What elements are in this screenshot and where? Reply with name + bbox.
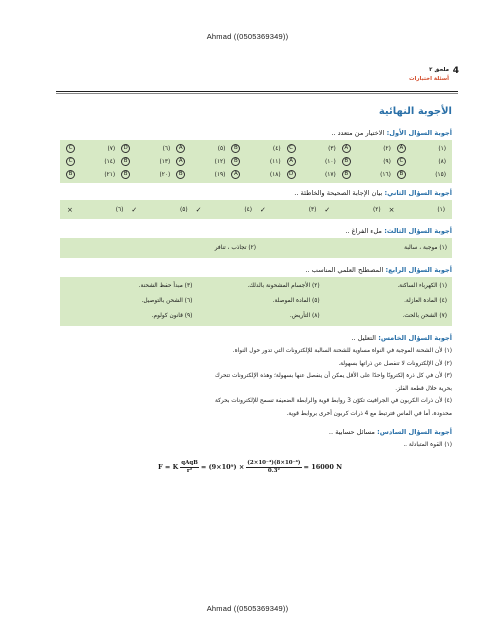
answer-cell — [63, 155, 118, 168]
answer-cell — [228, 168, 283, 181]
answer-cell — [339, 142, 394, 155]
answer-choice: A — [176, 144, 185, 153]
answer-cell — [63, 203, 127, 216]
answer-choice: C — [66, 144, 75, 153]
cell-text: (٢) — [383, 145, 391, 152]
q5-title: أجوبة السؤال الخامس: — [378, 334, 452, 342]
answer-cell — [385, 203, 449, 216]
q5-answer-3-cont: بحرية خلال قطعة الفلز. — [395, 385, 452, 392]
cell-text: (٣) — [308, 206, 317, 213]
answer-cell — [228, 142, 283, 155]
answer-choice: B — [176, 170, 185, 179]
q2-title: أجوبة السؤال الثاني: — [384, 189, 452, 197]
answer-mark: × — [388, 205, 395, 214]
q5-answer-1: (١) لأن الشحنة الموجبة في النواة مساوية للشحنة السالبة للإلكترونات التي تدور حول النواة. — [232, 348, 452, 354]
q1-heading — [60, 129, 452, 137]
answer-choice: C — [287, 144, 296, 153]
q4-answer-grid — [60, 277, 452, 326]
header-divider — [56, 91, 458, 92]
answer-choice: A — [287, 157, 296, 166]
answer-mark: ✓ — [260, 205, 266, 214]
cell-text: (١٩) — [214, 171, 226, 178]
answer-choice: B — [121, 170, 130, 179]
cell-text: 0.3² — [267, 467, 280, 474]
cell-text: (٣) — [328, 145, 336, 152]
q1-subtitle: الاختيار من متعدد .. — [331, 129, 385, 137]
answer-choice: B — [66, 170, 75, 179]
answer-cell: (٢) الأجسام المشحونة بالدلك. — [247, 283, 320, 289]
answer-cell — [394, 168, 449, 181]
q3-heading — [60, 227, 452, 235]
cell-text: (١٨) — [269, 171, 281, 178]
cell-text: (٧) — [107, 145, 116, 152]
q5-answer-4: (٤) لأن ذرات الكربون في الجرافيت تكوّن 3 روابط قوية والرابطة الضعيفة تسمح للإلكترونات بحركة — [215, 398, 452, 404]
answer-cell — [228, 155, 283, 168]
answer-choice: B — [342, 170, 351, 179]
q4-heading — [60, 266, 452, 274]
answer-cell — [339, 155, 394, 168]
q5-heading — [60, 334, 452, 342]
q3-title: أجوبة السؤال الثالث: — [384, 227, 452, 235]
answer-cell: (٩) قانون كولوم. — [151, 313, 193, 319]
answer-cell — [118, 155, 173, 168]
formula-constant: = (9×10⁹) × — [200, 463, 245, 471]
q3-answer-row — [60, 238, 452, 258]
answer-cell — [127, 203, 191, 216]
answer-cell: (١) الكهرباء الساكنة. — [397, 283, 447, 289]
cell-text: (١٠) — [324, 158, 336, 165]
answer-choice: B — [231, 157, 240, 166]
answer-cell — [339, 168, 394, 181]
answer-cell — [394, 142, 449, 155]
chapter-label: ملحق ٢ — [429, 67, 449, 73]
answer-cell — [63, 168, 118, 181]
cell-text: (٩) — [383, 158, 391, 165]
answer-choice: B — [121, 157, 130, 166]
answer-choice: B — [342, 157, 351, 166]
q4-title: أجوبة السؤال الرابع: — [385, 266, 452, 274]
answer-choice: C — [66, 157, 75, 166]
q5-answer-4-cont: محدودة، أما في الماس فترتبط مع 4 ذرات كربون أخرى بروابط قوية. — [286, 410, 452, 417]
answer-cell — [284, 168, 339, 181]
answer-choice: B — [397, 170, 406, 179]
formula-result: = 16000 N — [303, 463, 343, 471]
answer-cell: (٦) الشحن بالتوصيل. — [141, 298, 193, 304]
answer-cell: (٨) التأريض. — [289, 313, 320, 319]
q1-title: أجوبة السؤال الأول: — [386, 129, 452, 137]
answer-mark: ✓ — [324, 205, 331, 214]
q2-answer-row — [60, 200, 452, 219]
coulomb-formula — [158, 455, 452, 479]
cell-text: (٤) — [244, 206, 252, 213]
answers-content — [60, 100, 452, 479]
cell-text: (٢) — [373, 206, 381, 213]
answer-cell: (٧) الشحن بالحث. — [402, 313, 447, 319]
page-number: 4 — [452, 66, 459, 76]
answer-cell — [173, 168, 228, 181]
cell-text: (١) — [438, 145, 446, 152]
answer-cell: (١) موجبة ، سالبة — [404, 245, 447, 251]
cell-text: (١١) — [269, 158, 281, 165]
answer-cell: (٥) المادة الموصلة. — [272, 298, 320, 304]
answer-choice: A — [342, 144, 351, 153]
answer-mark: × — [67, 205, 73, 214]
answer-cell: (٤) المادة العازلة. — [404, 298, 447, 304]
q6-subtitle: مسائل حسابية .. — [328, 428, 375, 436]
answer-cell — [320, 203, 384, 216]
answer-cell — [284, 142, 339, 155]
q6-heading — [60, 428, 452, 436]
page-title: الأجوبة النهائية — [378, 106, 452, 117]
cell-text: (2×10⁻⁴)(8×10⁻⁴) — [247, 459, 301, 466]
answer-choice: A — [176, 157, 185, 166]
header-divider-thin — [56, 93, 458, 94]
answer-cell: (٢) تجاذب ، تنافر — [214, 245, 256, 251]
answer-cell — [118, 142, 173, 155]
cell-text: (٢٠) — [159, 171, 171, 178]
cell-text: (١٥) — [435, 171, 446, 178]
cell-text: (٥) — [180, 206, 188, 213]
answer-mark: ✓ — [131, 205, 138, 214]
formula-fraction-1 — [180, 460, 199, 475]
chapter-subtitle: أسئلة اختبارات — [408, 76, 449, 82]
answer-cell — [394, 155, 449, 168]
formula-fraction-2 — [246, 460, 301, 475]
q6-item-1: (١) القوة المتبادلة .. — [403, 442, 452, 448]
cell-text: (٥) — [217, 145, 226, 152]
cell-text: r² — [186, 467, 193, 474]
q3-subtitle: ملء الفراغ .. — [345, 227, 382, 235]
answer-cell — [173, 155, 228, 168]
page-footer: Ahmad ((0505369349)) — [206, 604, 289, 613]
q5-subtitle: التعليل .. — [351, 334, 376, 342]
answer-choice: B — [231, 144, 240, 153]
cell-text: (٦) — [115, 206, 124, 213]
answer-cell: (٣) مبدأ حفظ الشحنة. — [138, 283, 193, 289]
answer-cell — [192, 203, 256, 216]
q4-subtitle: المصطلح العلمي المناسب .. — [305, 266, 384, 274]
answer-choice: A — [231, 170, 240, 179]
cell-text: (١٢) — [214, 158, 226, 165]
answer-mark: ✓ — [195, 205, 202, 214]
cell-text: (١٤) — [104, 158, 116, 165]
q5-answer-3: (٣) لأن في كل ذرة إلكترونًا واحدًا على الأقل يمكن أن ينفصل عنها بسهولة؛ وهذه الإلكترونات تتحرك — [215, 373, 452, 379]
cell-text: (٦) — [162, 145, 171, 152]
q2-subtitle: بيان الإجابة الصحيحة والخاطئة .. — [294, 189, 383, 197]
q1-answer-grid — [60, 140, 452, 183]
answer-choice: A — [397, 144, 406, 153]
q5-answer-2: (٢) لأن الإلكترونات لا تنفصل عن ذراتها بسهولة. — [338, 360, 452, 367]
answer-cell — [256, 203, 320, 216]
cell-text: (١٧) — [324, 171, 336, 178]
cell-text: (٤) — [272, 145, 281, 152]
answer-cell — [284, 155, 339, 168]
answer-cell — [173, 142, 228, 155]
cell-text: (٨) — [438, 158, 446, 165]
answer-cell — [63, 142, 118, 155]
cell-text: (١٣) — [159, 158, 171, 165]
answer-cell — [118, 168, 173, 181]
formula-lhs: F = K — [158, 463, 179, 471]
answer-choice: D — [287, 170, 296, 179]
page-header: Ahmad ((0505369349)) — [206, 32, 289, 41]
cell-text: (١) — [437, 206, 445, 213]
q6-title: أجوبة السؤال السادس: — [377, 428, 452, 436]
cell-text: qAqB — [181, 459, 198, 466]
answer-choice: D — [121, 144, 130, 153]
cell-text: (١٦) — [380, 171, 391, 178]
cell-text: (٢١) — [104, 171, 116, 178]
q2-heading — [60, 189, 452, 197]
answer-choice: C — [397, 157, 406, 166]
